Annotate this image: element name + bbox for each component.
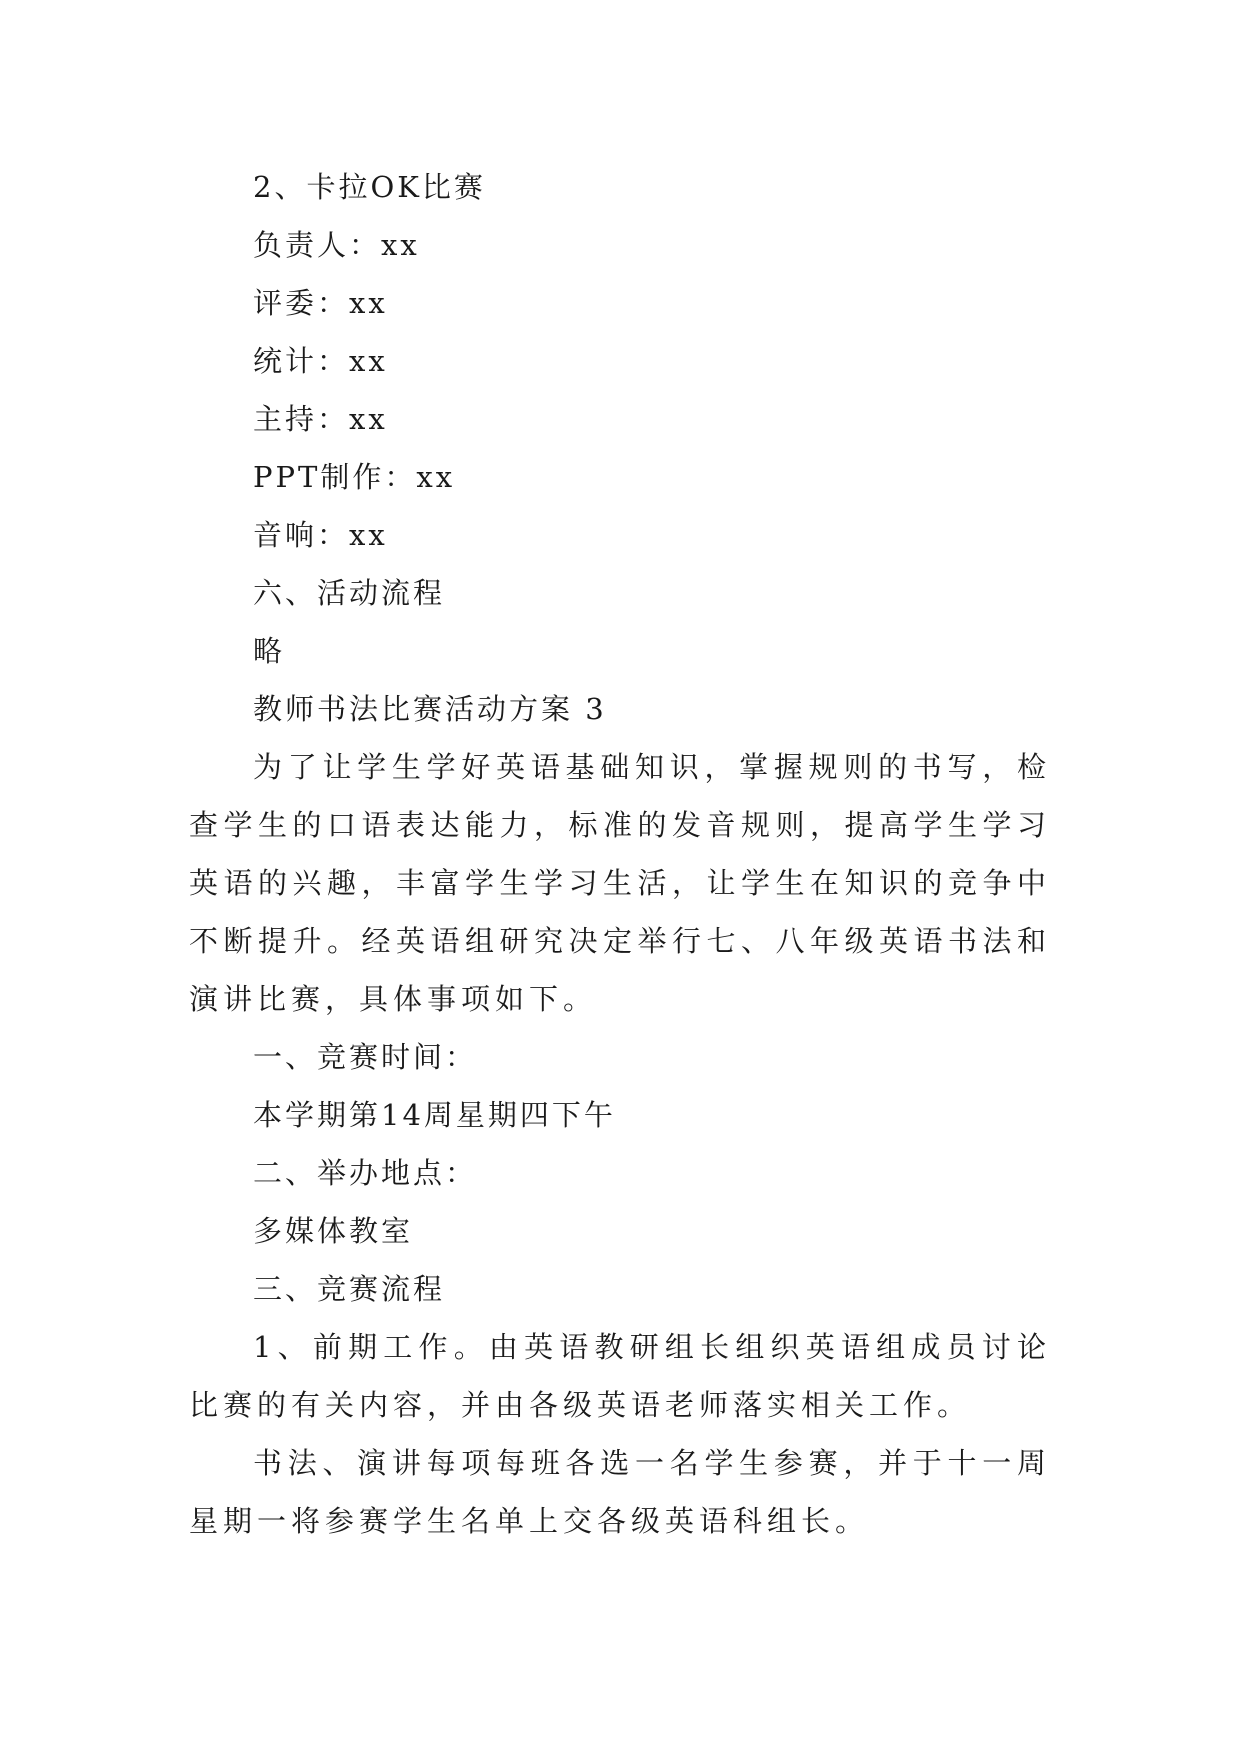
audio: 音响：xx — [253, 518, 388, 552]
section-venue: 二、举办地点： — [253, 1156, 478, 1190]
statistics: 统计：xx — [253, 344, 388, 378]
preparation-paragraph: 1、前期工作。由英语教研组长组织英语组成员讨论比赛的有关内容，并由各级英语老师落实相关工作。 — [189, 1330, 1051, 1422]
intro-paragraph: 为了让学生学好英语基础知识，掌握规则的书写，检查学生的口语表达能力，标准的发音规则，提高学生学习英语的兴趣，丰富学生学习生活，让学生在知识的竞争中不断提升。经英语组研究决定举行七、八年级英语书法和演讲比赛，具体事项如下。 — [189, 750, 1051, 1016]
section-activity-process: 六、活动流程 — [253, 576, 446, 610]
heading-karaoke-contest: 2、卡拉OK比赛 — [253, 170, 486, 204]
plan-title: 教师书法比赛活动方案 3 — [253, 692, 607, 726]
judges: 评委：xx — [253, 286, 388, 320]
omitted-note: 略 — [253, 634, 286, 668]
ppt-production: PPT制作：xx — [253, 460, 456, 494]
host: 主持：xx — [253, 402, 388, 436]
participants-paragraph: 书法、演讲每项每班各选一名学生参赛，并于十一周星期一将参赛学生名单上交各级英语科组长。 — [189, 1446, 1051, 1538]
competition-time-value: 本学期第14周星期四下午 — [253, 1098, 616, 1132]
section-competition-process: 三、竞赛流程 — [253, 1272, 446, 1306]
person-in-charge: 负责人：xx — [253, 228, 420, 262]
venue-value: 多媒体教室 — [253, 1214, 414, 1248]
document-body — [189, 158, 1051, 1550]
section-competition-time: 一、竞赛时间： — [253, 1040, 478, 1074]
